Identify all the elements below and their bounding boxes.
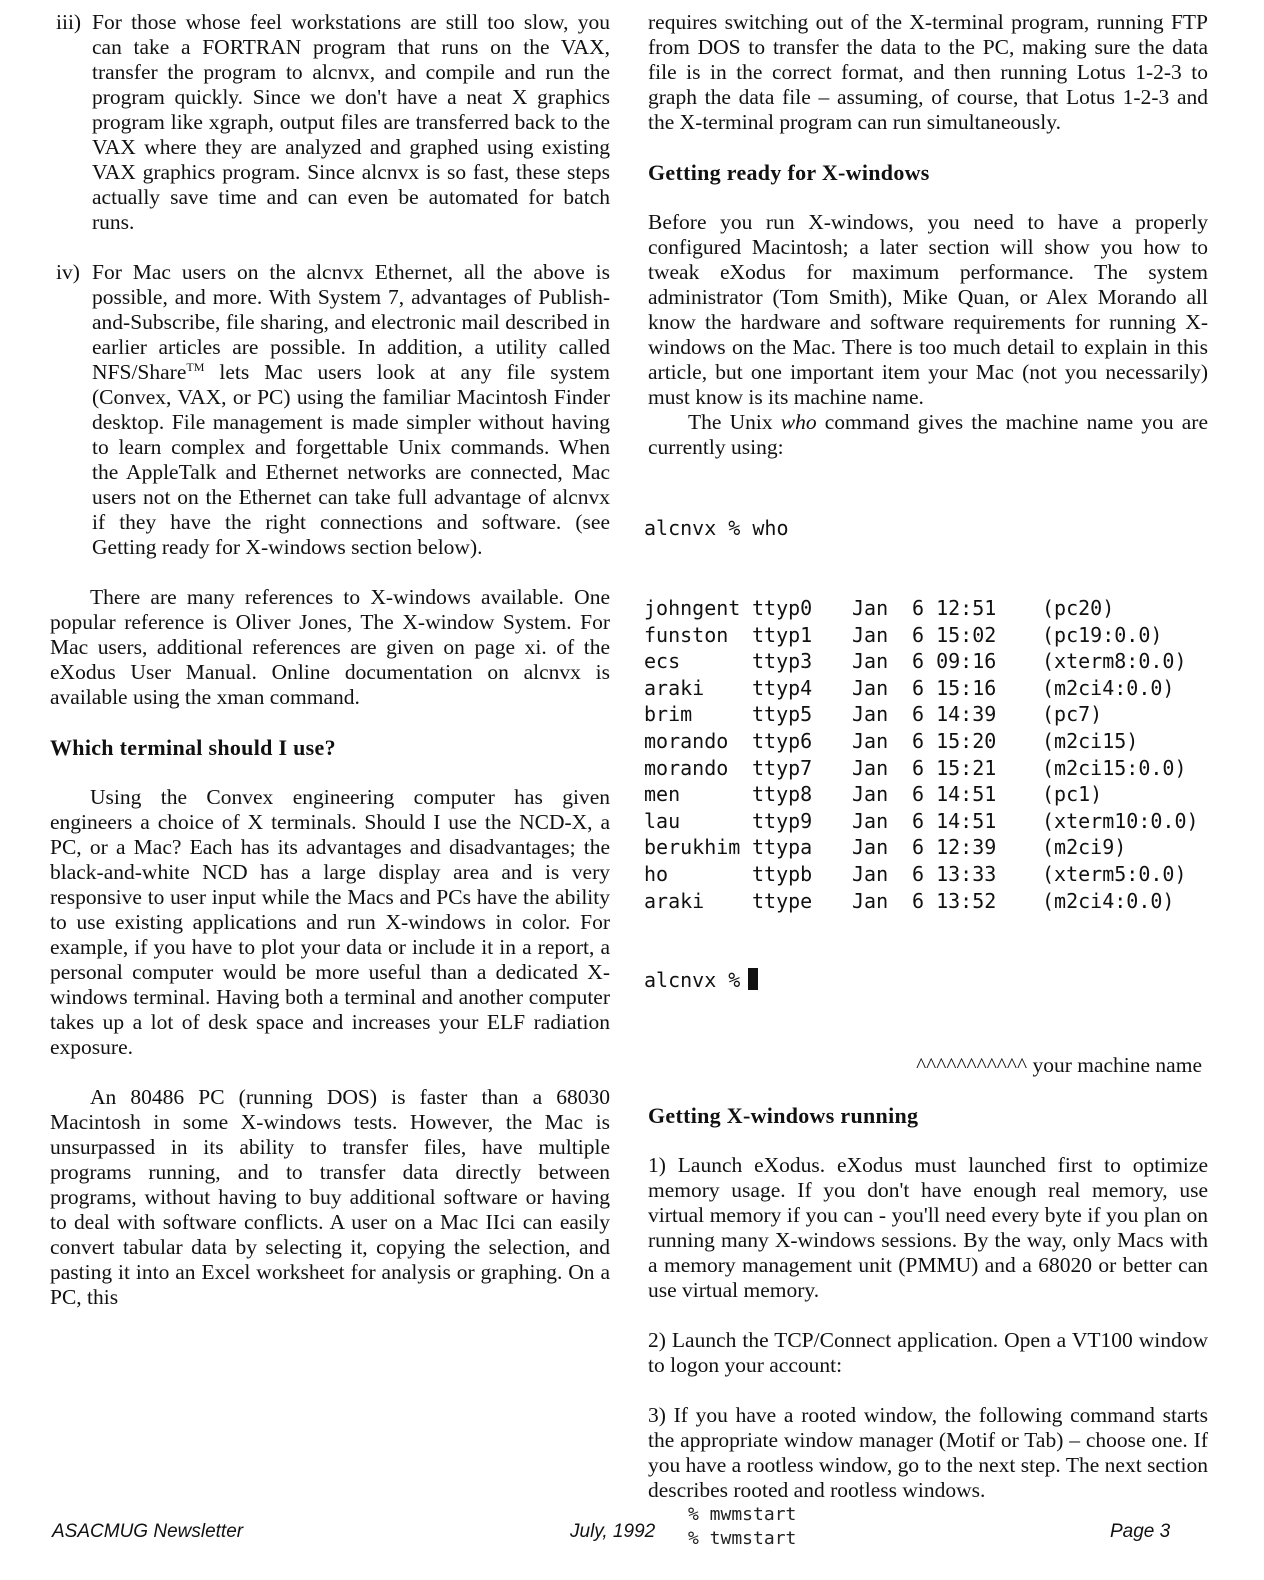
command-twmstart: % twmstart: [688, 1528, 797, 1550]
list-marker: iii): [56, 10, 82, 34]
terminal-row: [644, 888, 1208, 915]
terminal-tty: ttyp3: [752, 649, 813, 674]
left-column: [50, 10, 610, 1310]
terminal-day-time: 6 15:20: [912, 728, 997, 753]
terminal-month: Jan: [852, 835, 889, 860]
trademark-symbol: TM: [186, 359, 205, 374]
terminal-tty: ttyp4: [752, 675, 813, 700]
terminal-tty: ttypb: [752, 861, 813, 886]
terminal-tty: ttyp6: [752, 728, 813, 753]
terminal-tty: ttyp9: [752, 808, 813, 833]
terminal-row: [644, 834, 1208, 861]
terminal-user: lau: [644, 808, 681, 833]
section-heading-terminal: Which terminal should I use?: [50, 735, 336, 760]
terminal-month: Jan: [852, 649, 889, 674]
terminal-user: morando: [644, 755, 729, 780]
step-2: 2) Launch the TCP/Connect application. Open a VT100 window to logon your account:: [648, 1328, 1208, 1378]
terminal-host: (m2ci15:0.0): [1042, 755, 1187, 780]
terminal-month: Jan: [852, 861, 889, 886]
step-3: 3) If you have a rooted window, the following command starts the appropriate window manager (Motif or Tab) – choose one. If you have a rootless window, go to the next step. The next section describes rooted and rootless windows.: [648, 1403, 1208, 1503]
terminal-row: [644, 595, 1208, 622]
text-segment: For Mac users on the alcnvx Ethernet, all the above is possible, and more. With System 7, advantages of Publish-and-Subscribe, file sharing, and electronic mail described in earlier articles are possible. In addition, a utility called NFS/Share: [92, 260, 610, 384]
terminal-host: (m2ci4:0.0): [1042, 888, 1175, 913]
terminal-host: (pc7): [1042, 702, 1103, 727]
terminal-tty: ttyp5: [752, 702, 813, 727]
terminal-day-time: 6 15:16: [912, 675, 997, 700]
terminal-tty: ttyp7: [752, 755, 813, 780]
terminal-tty: ttype: [752, 888, 813, 913]
terminal-user: johngent: [644, 595, 741, 620]
terminal-month: Jan: [852, 888, 889, 913]
list-item-iv: [50, 260, 610, 560]
terminal-user: ho: [644, 861, 669, 886]
terminal-prompt: alcnvx % who: [644, 516, 789, 541]
text-segment: lets Mac users look at any file system (Convex, VAX, or PC) using the familiar Macintosh Finder desktop. File management is made simpler without having to learn complex and forgettable Unix commands. When the AppleTalk and Ethernet networks are connected, Mac users not on the Ethernet can take full advantage of alcnvx if they have the right connections and software. (see Getting ready for X-windows section below).: [92, 360, 610, 559]
step-1: 1) Launch eXodus. eXodus must launched first to optimize memory usage. If you don't have enough real memory, use virtual memory if you can - you'll need every byte if you plan on running many X-windows sessions. By the way, only Macs with a memory management unit (PMMU) and a 68020 or better can use virtual memory.: [648, 1153, 1208, 1303]
terminal-end-prompt: alcnvx %: [644, 968, 741, 993]
terminal-row: [644, 622, 1208, 649]
terminal-row: [644, 648, 1208, 675]
command-mwmstart: % mwmstart: [688, 1504, 797, 1526]
terminal-cursor: [748, 968, 758, 990]
who-command-emphasis: who: [780, 410, 817, 434]
terminal-day-time: 6 13:33: [912, 861, 997, 886]
footer-publication: ASACMUG Newsletter: [52, 1521, 244, 1542]
terminal-host: (pc1): [1042, 782, 1103, 807]
list-marker: iv): [56, 260, 80, 284]
terminal-row: [644, 755, 1208, 782]
terminal-end-line: [644, 967, 1208, 994]
paragraph-references: There are many references to X-windows available. One popular reference is Oliver Jones, The X-window System. For Mac users, additional references are given on page xi. of the eXodus User Manual. Online documentation on alcnvx is available using the xman command.: [50, 585, 610, 709]
terminal-row: [644, 728, 1208, 755]
terminal-month: Jan: [852, 702, 889, 727]
terminal-user: men: [644, 782, 681, 807]
terminal-day-time: 6 13:52: [912, 888, 997, 913]
terminal-output: [644, 462, 1208, 1047]
terminal-host: (m2ci9): [1042, 835, 1127, 860]
terminal-month: Jan: [852, 728, 889, 753]
terminal-user: araki: [644, 675, 705, 700]
terminal-host: (xterm5:0.0): [1042, 861, 1187, 886]
list-item-text: For those whose feel workstations are still too slow, you can take a FORTRAN program that runs on the VAX, transfer the program to alcnvx, and compile and run the program quickly. Since we don't have a neat X graphics program like xgraph, output files are transferred back to the VAX where they are analyzed and graphed using existing VAX graphics program. Since alcnvx is so fast, these steps actually save time and can even be automated for batch runs.: [92, 10, 610, 234]
paragraph-who: [648, 410, 1208, 460]
terminal-user: araki: [644, 888, 705, 913]
footer-date: July, 1992: [570, 1521, 656, 1542]
terminal-user: morando: [644, 728, 729, 753]
section-heading-ready: Getting ready for X-windows: [648, 160, 930, 185]
terminal-month: Jan: [852, 622, 889, 647]
section-heading-running: Getting X-windows running: [648, 1103, 919, 1129]
terminal-tty: ttyp8: [752, 782, 813, 807]
terminal-user: berukhim: [644, 835, 741, 860]
terminal-month: Jan: [852, 595, 889, 620]
terminal-tty: ttyp1: [752, 622, 813, 647]
terminal-tty: ttyp0: [752, 595, 813, 620]
terminal-host: (pc20): [1042, 595, 1115, 620]
right-column: [644, 10, 1208, 1551]
text-segment: The Unix: [688, 410, 781, 434]
terminal-month: Jan: [852, 782, 889, 807]
terminal-day-time: 6 15:02: [912, 622, 997, 647]
terminal-row: [644, 781, 1208, 808]
terminal-month: Jan: [852, 675, 889, 700]
machine-name-note: ^^^^^^^^^^^ your machine name: [916, 1053, 1202, 1078]
terminal-month: Jan: [852, 808, 889, 833]
terminal-user: ecs: [644, 649, 681, 674]
terminal-host: (pc19:0.0): [1042, 622, 1163, 647]
terminal-day-time: 6 15:21: [912, 755, 997, 780]
paragraph-80486: An 80486 PC (running DOS) is faster than a 68030 Macintosh in some X-windows tests. However, the Mac is unsurpassed in its ability to transfer files, have multiple programs running, and to transfer data directly between programs, without having to buy additional software or having to deal with software conflicts. A user on a Mac IIci can easily convert tabular data by selecting it, copying the selection, and pasting it into an Excel worksheet for analysis or graphing. On a PC, this: [50, 1085, 610, 1309]
list-item-iii: [50, 10, 610, 235]
terminal-row: [644, 861, 1208, 888]
terminal-user: brim: [644, 702, 693, 727]
terminal-day-time: 6 14:51: [912, 782, 997, 807]
terminal-month: Jan: [852, 755, 889, 780]
terminal-rows: [644, 595, 1208, 914]
paragraph-convex: Using the Convex engineering computer has given engineers a choice of X terminals. Should I use the NCD-X, a PC, or a Mac? Each has its advantages and disadvantages; the black-and-white NCD has a large display area and is very responsive to user input while the Macs and PCs have the ability to use existing applications and run X-windows in color. For example, if you have to plot your data or include it in a report, a personal computer would be more useful than a dedicated X-windows terminal. Having both a terminal and another computer takes up a lot of desk space and increases your ELF radiation exposure.: [50, 785, 610, 1059]
paragraph-before: Before you run X-windows, you need to have a properly configured Macintosh; a later section will show you how to tweak eXodus for maximum performance. The system administrator (Tom Smith), Mike Quan, or Alex Morando all know the hardware and software requirements for running X-windows on the Mac. There is too much detail to explain in this article, but one important item your Mac (not you necessarily) must know is its machine name.: [648, 210, 1208, 409]
list-item-text: [92, 260, 610, 560]
terminal-row: [644, 808, 1208, 835]
terminal-row: [644, 701, 1208, 728]
terminal-user: funston: [644, 622, 729, 647]
terminal-day-time: 6 14:39: [912, 702, 997, 727]
terminal-tty: ttypa: [752, 835, 813, 860]
terminal-day-time: 6 09:16: [912, 649, 997, 674]
paragraph-continued: requires switching out of the X-terminal program, running FTP from DOS to transfer the data to the PC, making sure the data file is in the correct format, and then running Lotus 1-2-3 to graph the data file – assuming, of course, that Lotus 1-2-3 and the X-terminal program can run simultaneously.: [648, 10, 1208, 134]
terminal-host: (xterm8:0.0): [1042, 649, 1187, 674]
terminal-day-time: 6 12:51: [912, 595, 997, 620]
terminal-host: (m2ci4:0.0): [1042, 675, 1175, 700]
terminal-host: (xterm10:0.0): [1042, 808, 1199, 833]
terminal-day-time: 6 14:51: [912, 808, 997, 833]
terminal-row: [644, 675, 1208, 702]
terminal-day-time: 6 12:39: [912, 835, 997, 860]
terminal-host: (m2ci15): [1042, 728, 1139, 753]
footer-page-number: Page 3: [1110, 1521, 1171, 1542]
text-segment: command gives the machine name you are currently using:: [648, 410, 1208, 459]
